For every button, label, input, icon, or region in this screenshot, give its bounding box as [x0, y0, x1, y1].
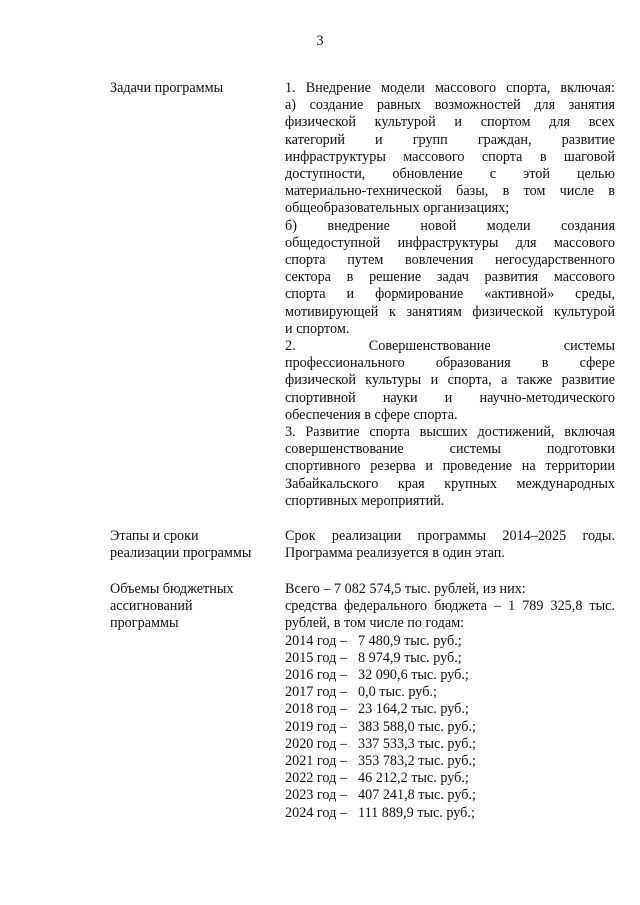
year-value: 337 533,3 тыс. руб.;	[358, 735, 476, 752]
year-row	[285, 805, 615, 822]
year-row	[285, 787, 615, 804]
text-line: мотивирующей к занятиям физической культурой	[285, 303, 615, 320]
text-line: инфраструктуры массового спорта в шаговой	[285, 148, 615, 165]
text-line: обеспечения в сфере спорта.	[285, 406, 458, 423]
stages-label	[110, 528, 275, 562]
label-line: Объемы бюджетных	[110, 581, 234, 597]
label-line: ассигнований	[110, 598, 193, 615]
year-label: 2023 год –	[285, 787, 347, 804]
year-value: 383 588,0 тыс. руб.;	[358, 718, 476, 735]
year-row	[285, 736, 615, 753]
tasks-label: Задачи программы	[110, 80, 224, 96]
text-line: рублей, в том числе по годам:	[285, 615, 465, 632]
year-value: 0,0 тыс. руб.;	[358, 684, 437, 701]
text-line: общеобразовательных организациях;	[285, 200, 510, 217]
text-line: профессионального образования в сфере	[285, 355, 615, 372]
text-line: 1. Внедрение модели массового спорта, включая:	[285, 80, 615, 96]
text-line: средства федерального бюджета – 1 789 325,8 тыс.	[285, 598, 615, 615]
year-label: 2015 год –	[285, 649, 347, 666]
year-row	[285, 684, 615, 701]
year-label: 2024 год –	[285, 804, 347, 821]
label-line: программы	[110, 615, 179, 632]
year-value: 23 164,2 тыс. руб.;	[358, 701, 469, 718]
text-line: б) внедрение новой модели создания	[285, 217, 615, 234]
label-line: Этапы и сроки	[110, 528, 199, 544]
year-row	[285, 701, 615, 718]
budget-label	[110, 581, 275, 633]
text-line: спорта и формирование «активной» среды,	[285, 286, 615, 303]
tasks-paragraph-1	[285, 80, 615, 338]
text-line: Программа реализуется в один этап.	[285, 545, 505, 562]
text-line: физической культуры и спорта, а также развитие	[285, 372, 615, 389]
text-line: сектора в решение задач развития массового	[285, 269, 615, 286]
text-line: а) создание равных возможностей для занятия	[285, 97, 615, 114]
text-line: доступности, обновление с этой целью	[285, 166, 615, 183]
year-row	[285, 667, 615, 684]
year-label: 2018 год –	[285, 701, 347, 718]
year-label: 2020 год –	[285, 735, 347, 752]
year-value: 8 974,9 тыс. руб.;	[358, 649, 462, 666]
text-line: материально-технической базы, в том числе в	[285, 183, 615, 200]
budget-content	[285, 581, 615, 822]
text-line: и спортом.	[285, 320, 350, 337]
year-label: 2019 год –	[285, 718, 347, 735]
year-value: 407 241,8 тыс. руб.;	[358, 787, 476, 804]
year-value: 46 212,2 тыс. руб.;	[358, 770, 469, 787]
year-label: 2022 год –	[285, 770, 347, 787]
year-row	[285, 753, 615, 770]
tasks-paragraph-2	[285, 338, 615, 424]
text-line: общедоступной инфраструктуры для массового	[285, 234, 615, 251]
page-number: 3	[316, 33, 324, 49]
year-row	[285, 770, 615, 787]
year-label: 2021 год –	[285, 753, 347, 770]
year-label: 2014 год –	[285, 632, 347, 649]
label-line: реализации программы	[110, 545, 252, 562]
text-line: 2. Совершенствование системы	[285, 338, 615, 355]
stages-content	[285, 528, 615, 562]
budget-total: Всего – 7 082 574,5 тыс. рублей, из них:	[285, 581, 526, 597]
text-line: физической культурой и спортом для всех	[285, 114, 615, 131]
year-row	[285, 650, 615, 667]
text-line: совершенствование системы подготовки	[285, 441, 615, 458]
year-label: 2017 год –	[285, 684, 347, 701]
year-value: 353 783,2 тыс. руб.;	[358, 753, 476, 770]
year-label: 2016 год –	[285, 667, 347, 684]
tasks-content	[285, 80, 615, 510]
year-row	[285, 633, 615, 650]
text-line: Срок реализации программы 2014–2025 годы.	[285, 528, 615, 544]
budget-years-list	[285, 633, 615, 822]
year-value: 32 090,6 тыс. руб.;	[358, 667, 469, 684]
text-line: Забайкальского края крупных международных	[285, 475, 615, 492]
text-line: спортивной науки и научно-методического	[285, 389, 615, 406]
year-row	[285, 719, 615, 736]
text-line: спортивных мероприятий.	[285, 492, 445, 509]
text-line: спорта путем вовлечения негосударственного	[285, 252, 615, 269]
text-line: спортивного резерва и проведение на территории	[285, 458, 615, 475]
tasks-paragraph-3	[285, 424, 615, 510]
text-line: 3. Развитие спорта высших достижений, включая	[285, 424, 615, 441]
year-value: 7 480,9 тыс. руб.;	[358, 632, 462, 649]
year-value: 111 889,9 тыс. руб.;	[358, 804, 475, 821]
text-line: категорий и групп граждан, развитие	[285, 131, 615, 148]
